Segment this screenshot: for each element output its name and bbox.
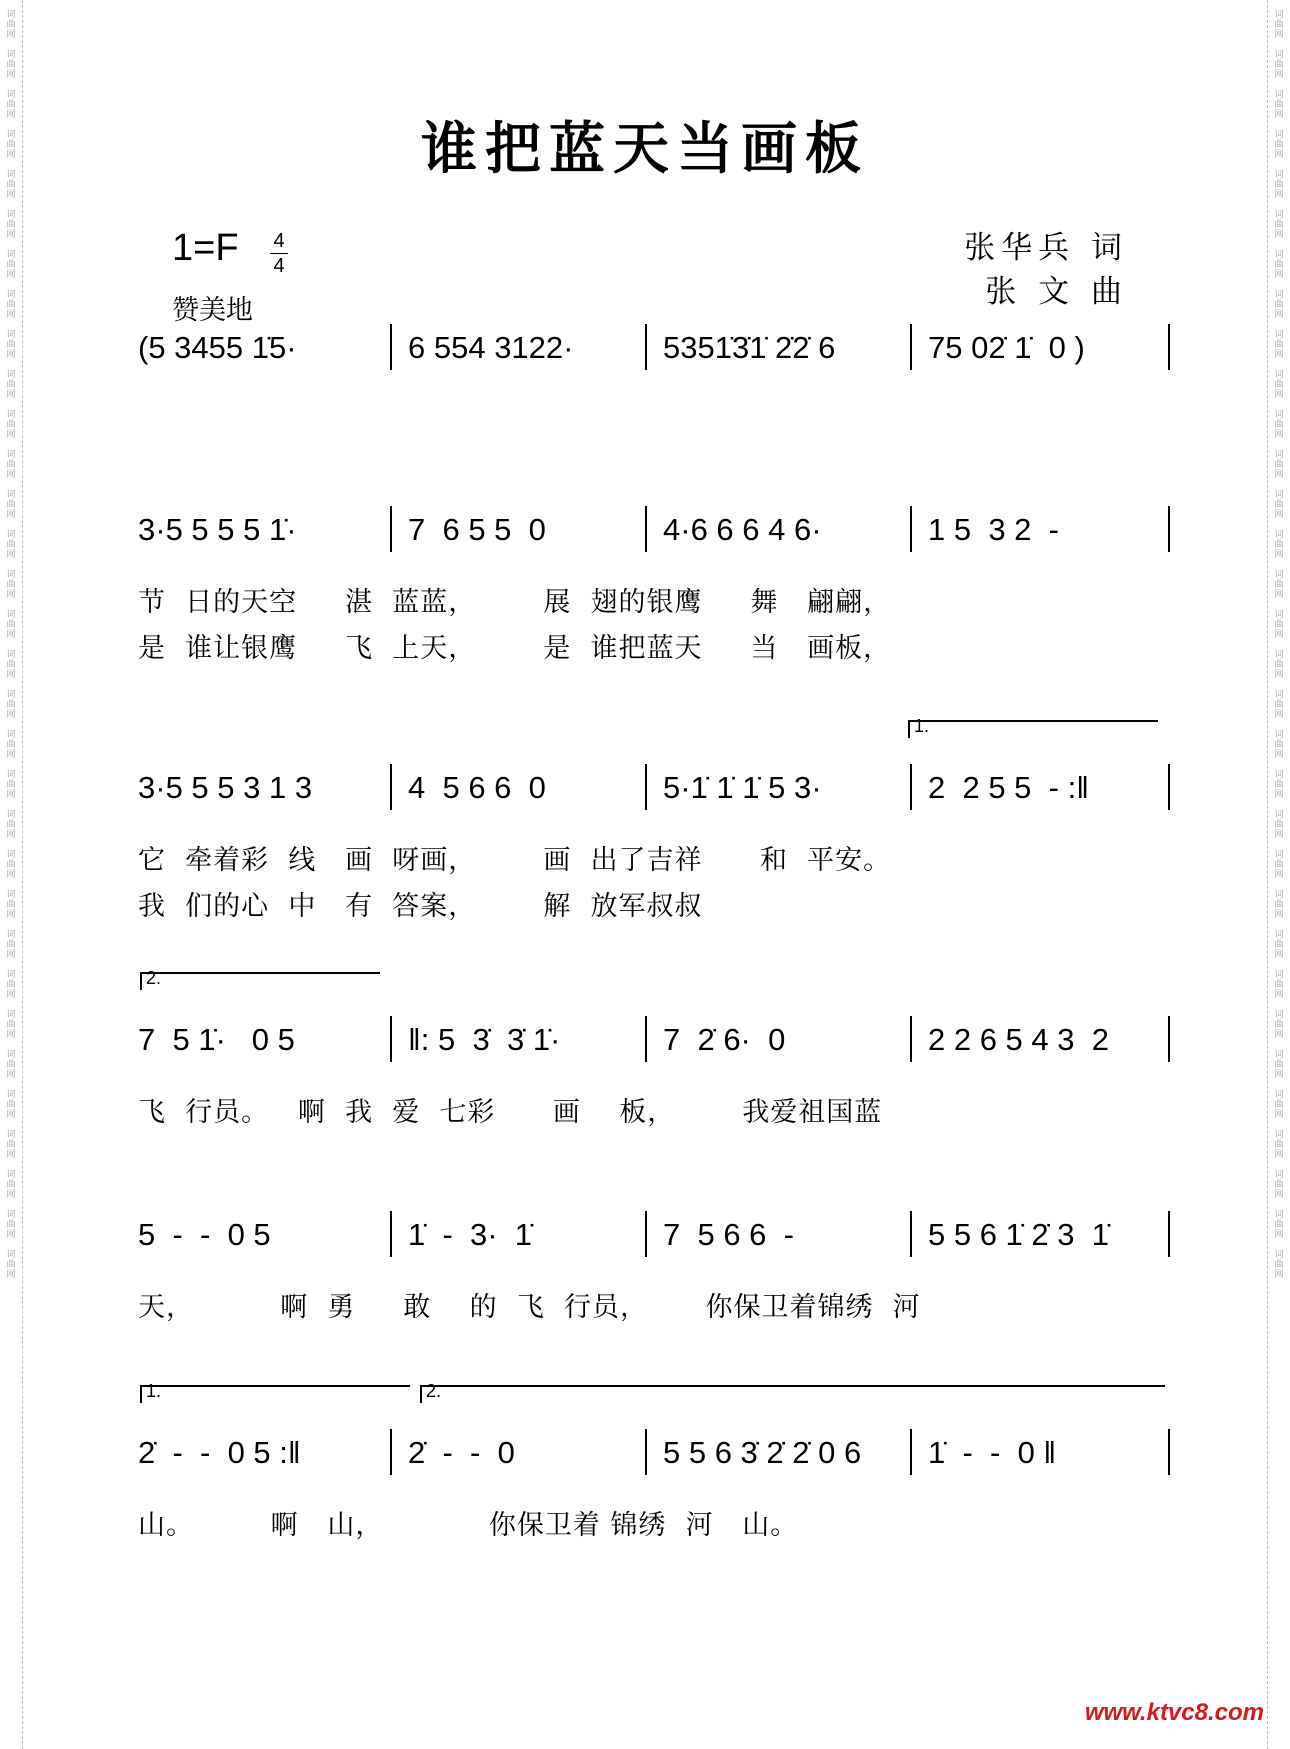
side-watermark-text: 词 曲 网 [1274, 810, 1284, 840]
side-watermark-text: 词 曲 网 [1274, 530, 1284, 560]
barline [1168, 324, 1170, 370]
measure: 7 6 5 5 0 [408, 512, 546, 547]
lyric-line: 飞 行员。 啊 我 爱 七彩 画 板， 我爱祖国蓝 [138, 1097, 883, 1128]
time-top: 4 [273, 230, 285, 252]
volta-bracket [140, 968, 380, 990]
lyric-line: 节 日的天空 湛 蓝蓝， 展 翅的银鹰 舞 翩翩， [138, 587, 892, 618]
side-watermark-text: 词 曲 网 [6, 410, 16, 440]
measure: 1̇ - - 0 ‖ [928, 1435, 1057, 1470]
barline [645, 324, 647, 370]
measure: 6 554 3122· [408, 330, 574, 365]
notes-line [138, 758, 1178, 818]
side-watermark-text: 词 曲 网 [1274, 50, 1284, 80]
side-watermark-text: 词 曲 网 [1274, 210, 1284, 240]
measure: 2 2 5 5 - :‖ [928, 770, 1089, 805]
side-watermark-text: 词 曲 网 [6, 610, 16, 640]
lyric-line: 是 谁让银鹰 飞 上天， 是 谁把蓝天 当 画板， [138, 633, 892, 664]
barline [1168, 764, 1170, 810]
measure: 7 5 1̇· 0 5 [138, 1022, 295, 1057]
mood-marking: 赞美地 [172, 295, 253, 326]
side-watermark-text: 词 曲 网 [1274, 1170, 1284, 1200]
barline [390, 1211, 392, 1257]
side-watermark-text: 词 曲 网 [1274, 90, 1284, 120]
lyric-line: 它 牵着彩 线 画 呀画， 画 出了吉祥 和 平安。 [138, 845, 892, 876]
side-watermark-text: 词 曲 网 [6, 1090, 16, 1120]
barline [910, 1016, 912, 1062]
barline [910, 1211, 912, 1257]
side-watermark-text: 词 曲 网 [1274, 570, 1284, 600]
side-watermark-text: 词 曲 网 [1274, 690, 1284, 720]
measure: 1 5 3 2 - [928, 512, 1059, 547]
side-watermark-text: 词 曲 网 [1274, 410, 1284, 440]
side-watermark-text: 词 曲 网 [6, 850, 16, 880]
side-watermark-text: 词 曲 网 [6, 90, 16, 120]
side-watermark-text: 词 曲 网 [1274, 330, 1284, 360]
barline [910, 1429, 912, 1475]
measure: 2̇ - - 0 [408, 1435, 515, 1470]
barline [645, 1429, 647, 1475]
lyric-line: 山。 啊 山， 你保卫着 锦绣 河 山。 [138, 1510, 799, 1541]
measure: 2̇ - - 0 5 :‖ [138, 1435, 301, 1470]
side-watermark-text: 词 曲 网 [6, 650, 16, 680]
side-watermark-text: 词 曲 网 [6, 890, 16, 920]
notes-line [138, 1010, 1178, 1070]
side-watermark-text: 词 曲 网 [1274, 450, 1284, 480]
right-watermark-strip [1267, 0, 1290, 1749]
lyric-line: 天， 啊 勇 敢 的 飞 行员， 你保卫着锦绣 河 [138, 1292, 921, 1323]
barline [645, 506, 647, 552]
side-watermark-text: 词 曲 网 [6, 1250, 16, 1280]
left-watermark-strip [0, 0, 23, 1749]
measure: 4 5 6 6 0 [408, 770, 546, 805]
measure: 5 5 6 3̇ 2̇ 2̇ 0 6 [663, 1435, 862, 1470]
side-watermark-text: 词 曲 网 [1274, 850, 1284, 880]
notes-line [138, 500, 1178, 560]
barline [1168, 1429, 1170, 1475]
time-signature [270, 230, 288, 277]
side-watermark-text: 词 曲 网 [6, 970, 16, 1000]
side-watermark-text: 词 曲 网 [1274, 970, 1284, 1000]
side-watermark-text: 词 曲 网 [6, 1130, 16, 1160]
volta-label: 1. [146, 1381, 162, 1401]
barline [390, 764, 392, 810]
side-watermark-text: 词 曲 网 [6, 490, 16, 520]
measure: 5 5 6 1̇ 2̇ 3 1̇ [928, 1217, 1109, 1252]
side-watermark-text: 词 曲 网 [6, 370, 16, 400]
side-watermark-text: 词 曲 网 [1274, 1010, 1284, 1040]
side-watermark-text: 词 曲 网 [1274, 610, 1284, 640]
barline [1168, 1211, 1170, 1257]
side-watermark-text: 词 曲 网 [6, 930, 16, 960]
song-title: 谁把蓝天当画板 [421, 116, 869, 182]
volta-label: 2. [426, 1381, 442, 1401]
barline [910, 506, 912, 552]
barline [1168, 1016, 1170, 1062]
notes-line [138, 1423, 1178, 1483]
time-bottom: 4 [273, 255, 285, 277]
side-watermark-text: 词 曲 网 [6, 1170, 16, 1200]
side-watermark-text: 词 曲 网 [1274, 490, 1284, 520]
side-watermark-text: 词 曲 网 [6, 50, 16, 80]
measure: 7 5 6 6 - [663, 1217, 794, 1252]
side-watermark-text: 词 曲 网 [6, 1010, 16, 1040]
side-watermark-text: 词 曲 网 [1274, 1210, 1284, 1240]
side-watermark-text: 词 曲 网 [1274, 290, 1284, 320]
side-watermark-text: 词 曲 网 [6, 730, 16, 760]
volta-bracket [420, 1381, 1165, 1403]
side-watermark-text: 词 曲 网 [1274, 890, 1284, 920]
barline [645, 764, 647, 810]
barline [390, 506, 392, 552]
volta-label: 2. [146, 968, 162, 988]
barline [910, 764, 912, 810]
measure: 5·1̇ 1̇ 1̇ 5 3· [663, 770, 822, 805]
barline [390, 1429, 392, 1475]
measure: ‖: 5 3̇ 3̇ 1̇· [408, 1022, 561, 1057]
measure: 1̇ - 3· 1̇ [408, 1217, 533, 1252]
measure: 5 - - 0 5 [138, 1217, 271, 1252]
side-watermark-text: 词 曲 网 [6, 530, 16, 560]
measure: 2 2 6 5 4 3 2 [928, 1022, 1109, 1057]
side-watermark-text: 词 曲 网 [6, 450, 16, 480]
side-watermark-text: 词 曲 网 [1274, 1130, 1284, 1160]
measure: 7 2̇ 6· 0 [663, 1022, 786, 1057]
side-watermark-text: 词 曲 网 [6, 1050, 16, 1080]
measure: 3·5 5 5 5 1̇· [138, 512, 297, 547]
side-watermark-text: 词 曲 网 [1274, 650, 1284, 680]
lyricist-credit: 张华兵 词 [964, 230, 1128, 266]
side-watermark-text: 词 曲 网 [1274, 770, 1284, 800]
measure: 75 02̇ 1̇ 0 ) [928, 330, 1085, 365]
notes-line [138, 318, 1178, 378]
side-watermark-text: 词 曲 网 [6, 130, 16, 160]
side-watermark-text: 词 曲 网 [6, 770, 16, 800]
barline [390, 1016, 392, 1062]
side-watermark-text: 词 曲 网 [6, 1210, 16, 1240]
volta-bracket [140, 1381, 410, 1403]
barline [645, 1016, 647, 1062]
barline [645, 1211, 647, 1257]
side-watermark-text: 词 曲 网 [1274, 930, 1284, 960]
side-watermark-text: 词 曲 网 [6, 210, 16, 240]
lyric-line: 我 们的心 中 有 答案， 解 放军叔叔 [138, 891, 703, 922]
barline [910, 324, 912, 370]
side-watermark-text: 词 曲 网 [1274, 170, 1284, 200]
notes-line [138, 1205, 1178, 1265]
volta-label: 1. [914, 716, 930, 736]
side-watermark-text: 词 曲 网 [1274, 1050, 1284, 1080]
side-watermark-text: 词 曲 网 [6, 330, 16, 360]
measure: 5351̇3̇1̇ 2̇2̇ 6 [663, 330, 836, 365]
key-signature: 1=F [172, 227, 239, 269]
website-watermark: www.ktvc8.com [1084, 1699, 1264, 1726]
side-watermark-text: 词 曲 网 [1274, 250, 1284, 280]
side-watermark-text: 词 曲 网 [1274, 130, 1284, 160]
side-watermark-text: 词 曲 网 [1274, 10, 1284, 40]
measure: 3·5 5 5 3 1 3 [138, 770, 313, 805]
side-watermark-text: 词 曲 网 [6, 10, 16, 40]
side-watermark-text: 词 曲 网 [6, 810, 16, 840]
side-watermark-text: 词 曲 网 [1274, 1250, 1284, 1280]
barline [1168, 506, 1170, 552]
volta-bracket [908, 716, 1158, 738]
composer-credit: 张 文 曲 [985, 274, 1128, 310]
side-watermark-text: 词 曲 网 [1274, 1090, 1284, 1120]
barline [390, 324, 392, 370]
side-watermark-text: 词 曲 网 [6, 250, 16, 280]
measure: (5 3455 1̇5· [138, 330, 297, 365]
side-watermark-text: 词 曲 网 [1274, 730, 1284, 760]
measure: 4·6 6 6 4 6· [663, 512, 822, 547]
side-watermark-text: 词 曲 网 [6, 290, 16, 320]
side-watermark-text: 词 曲 网 [1274, 370, 1284, 400]
side-watermark-text: 词 曲 网 [6, 170, 16, 200]
side-watermark-text: 词 曲 网 [6, 570, 16, 600]
side-watermark-text: 词 曲 网 [6, 690, 16, 720]
